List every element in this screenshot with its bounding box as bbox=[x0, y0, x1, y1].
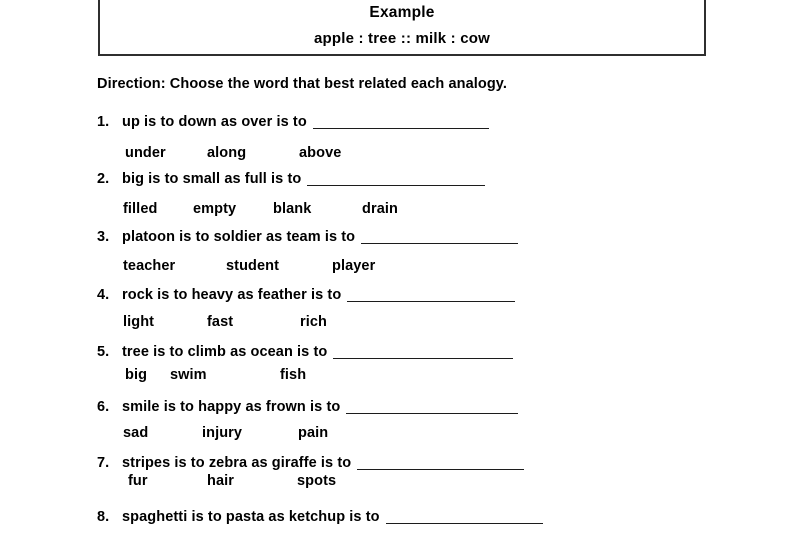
question-text: smile is to happy as frown is to bbox=[122, 399, 341, 415]
answer-option[interactable]: filled bbox=[123, 201, 158, 217]
answer-option[interactable]: student bbox=[226, 258, 280, 274]
question-number: 6. bbox=[97, 399, 110, 415]
answer-blank[interactable] bbox=[307, 169, 485, 186]
example-box bbox=[98, 0, 706, 56]
question-prompt-row bbox=[97, 344, 513, 361]
question-text: rock is to heavy as feather is to bbox=[122, 287, 342, 303]
direction-text: Direction: Choose the word that best related each analogy. bbox=[97, 76, 507, 92]
answer-option[interactable]: player bbox=[332, 258, 376, 274]
question-number: 2. bbox=[97, 171, 110, 187]
answer-option[interactable]: blank bbox=[273, 201, 312, 217]
example-analogy-text: apple : tree :: milk : cow bbox=[313, 30, 491, 47]
answer-blank[interactable] bbox=[357, 453, 524, 470]
answer-blank[interactable] bbox=[347, 285, 515, 302]
question-prompt-row bbox=[97, 399, 518, 416]
answer-option[interactable]: teacher bbox=[123, 258, 176, 274]
answer-option[interactable]: swim bbox=[170, 367, 207, 383]
answer-option[interactable]: along bbox=[207, 145, 247, 161]
answer-option[interactable]: sad bbox=[123, 425, 149, 441]
answer-option[interactable]: hair bbox=[207, 473, 234, 489]
answer-option[interactable]: under bbox=[125, 145, 166, 161]
answer-blank[interactable] bbox=[361, 227, 518, 244]
question-number: 5. bbox=[97, 344, 110, 360]
answer-blank[interactable] bbox=[386, 507, 543, 524]
question-number: 1. bbox=[97, 114, 110, 130]
question-prompt-row bbox=[97, 171, 485, 188]
question-prompt-row bbox=[97, 455, 524, 472]
question-text: up is to down as over is to bbox=[122, 114, 307, 130]
answer-option[interactable]: fast bbox=[207, 314, 234, 330]
answer-option[interactable]: fur bbox=[128, 473, 148, 489]
question-text: platoon is to soldier as team is to bbox=[122, 229, 356, 245]
question-number: 7. bbox=[97, 455, 110, 471]
question-text: spaghetti is to pasta as ketchup is to bbox=[122, 509, 380, 525]
question-number: 8. bbox=[97, 509, 110, 525]
question-text: tree is to climb as ocean is to bbox=[122, 344, 328, 360]
answer-option[interactable]: fish bbox=[280, 367, 307, 383]
question-text: stripes is to zebra as giraffe is to bbox=[122, 455, 352, 471]
example-title: Example bbox=[369, 4, 435, 21]
question-text: big is to small as full is to bbox=[122, 171, 302, 187]
answer-blank[interactable] bbox=[313, 112, 489, 129]
answer-option[interactable]: pain bbox=[298, 425, 329, 441]
question-prompt-row bbox=[97, 509, 543, 526]
answer-option[interactable]: spots bbox=[297, 473, 337, 489]
question-number: 3. bbox=[97, 229, 110, 245]
question-number: 4. bbox=[97, 287, 110, 303]
answer-option[interactable]: light bbox=[123, 314, 155, 330]
answer-option[interactable]: above bbox=[299, 145, 342, 161]
answer-blank[interactable] bbox=[333, 342, 513, 359]
answer-option[interactable]: empty bbox=[193, 201, 237, 217]
question-prompt-row bbox=[97, 229, 518, 246]
answer-option[interactable]: big bbox=[125, 367, 148, 383]
answer-blank[interactable] bbox=[346, 397, 518, 414]
answer-option[interactable]: rich bbox=[300, 314, 327, 330]
answer-option[interactable]: injury bbox=[202, 425, 243, 441]
question-prompt-row bbox=[97, 114, 489, 131]
answer-option[interactable]: drain bbox=[362, 201, 398, 217]
question-prompt-row bbox=[97, 287, 515, 304]
